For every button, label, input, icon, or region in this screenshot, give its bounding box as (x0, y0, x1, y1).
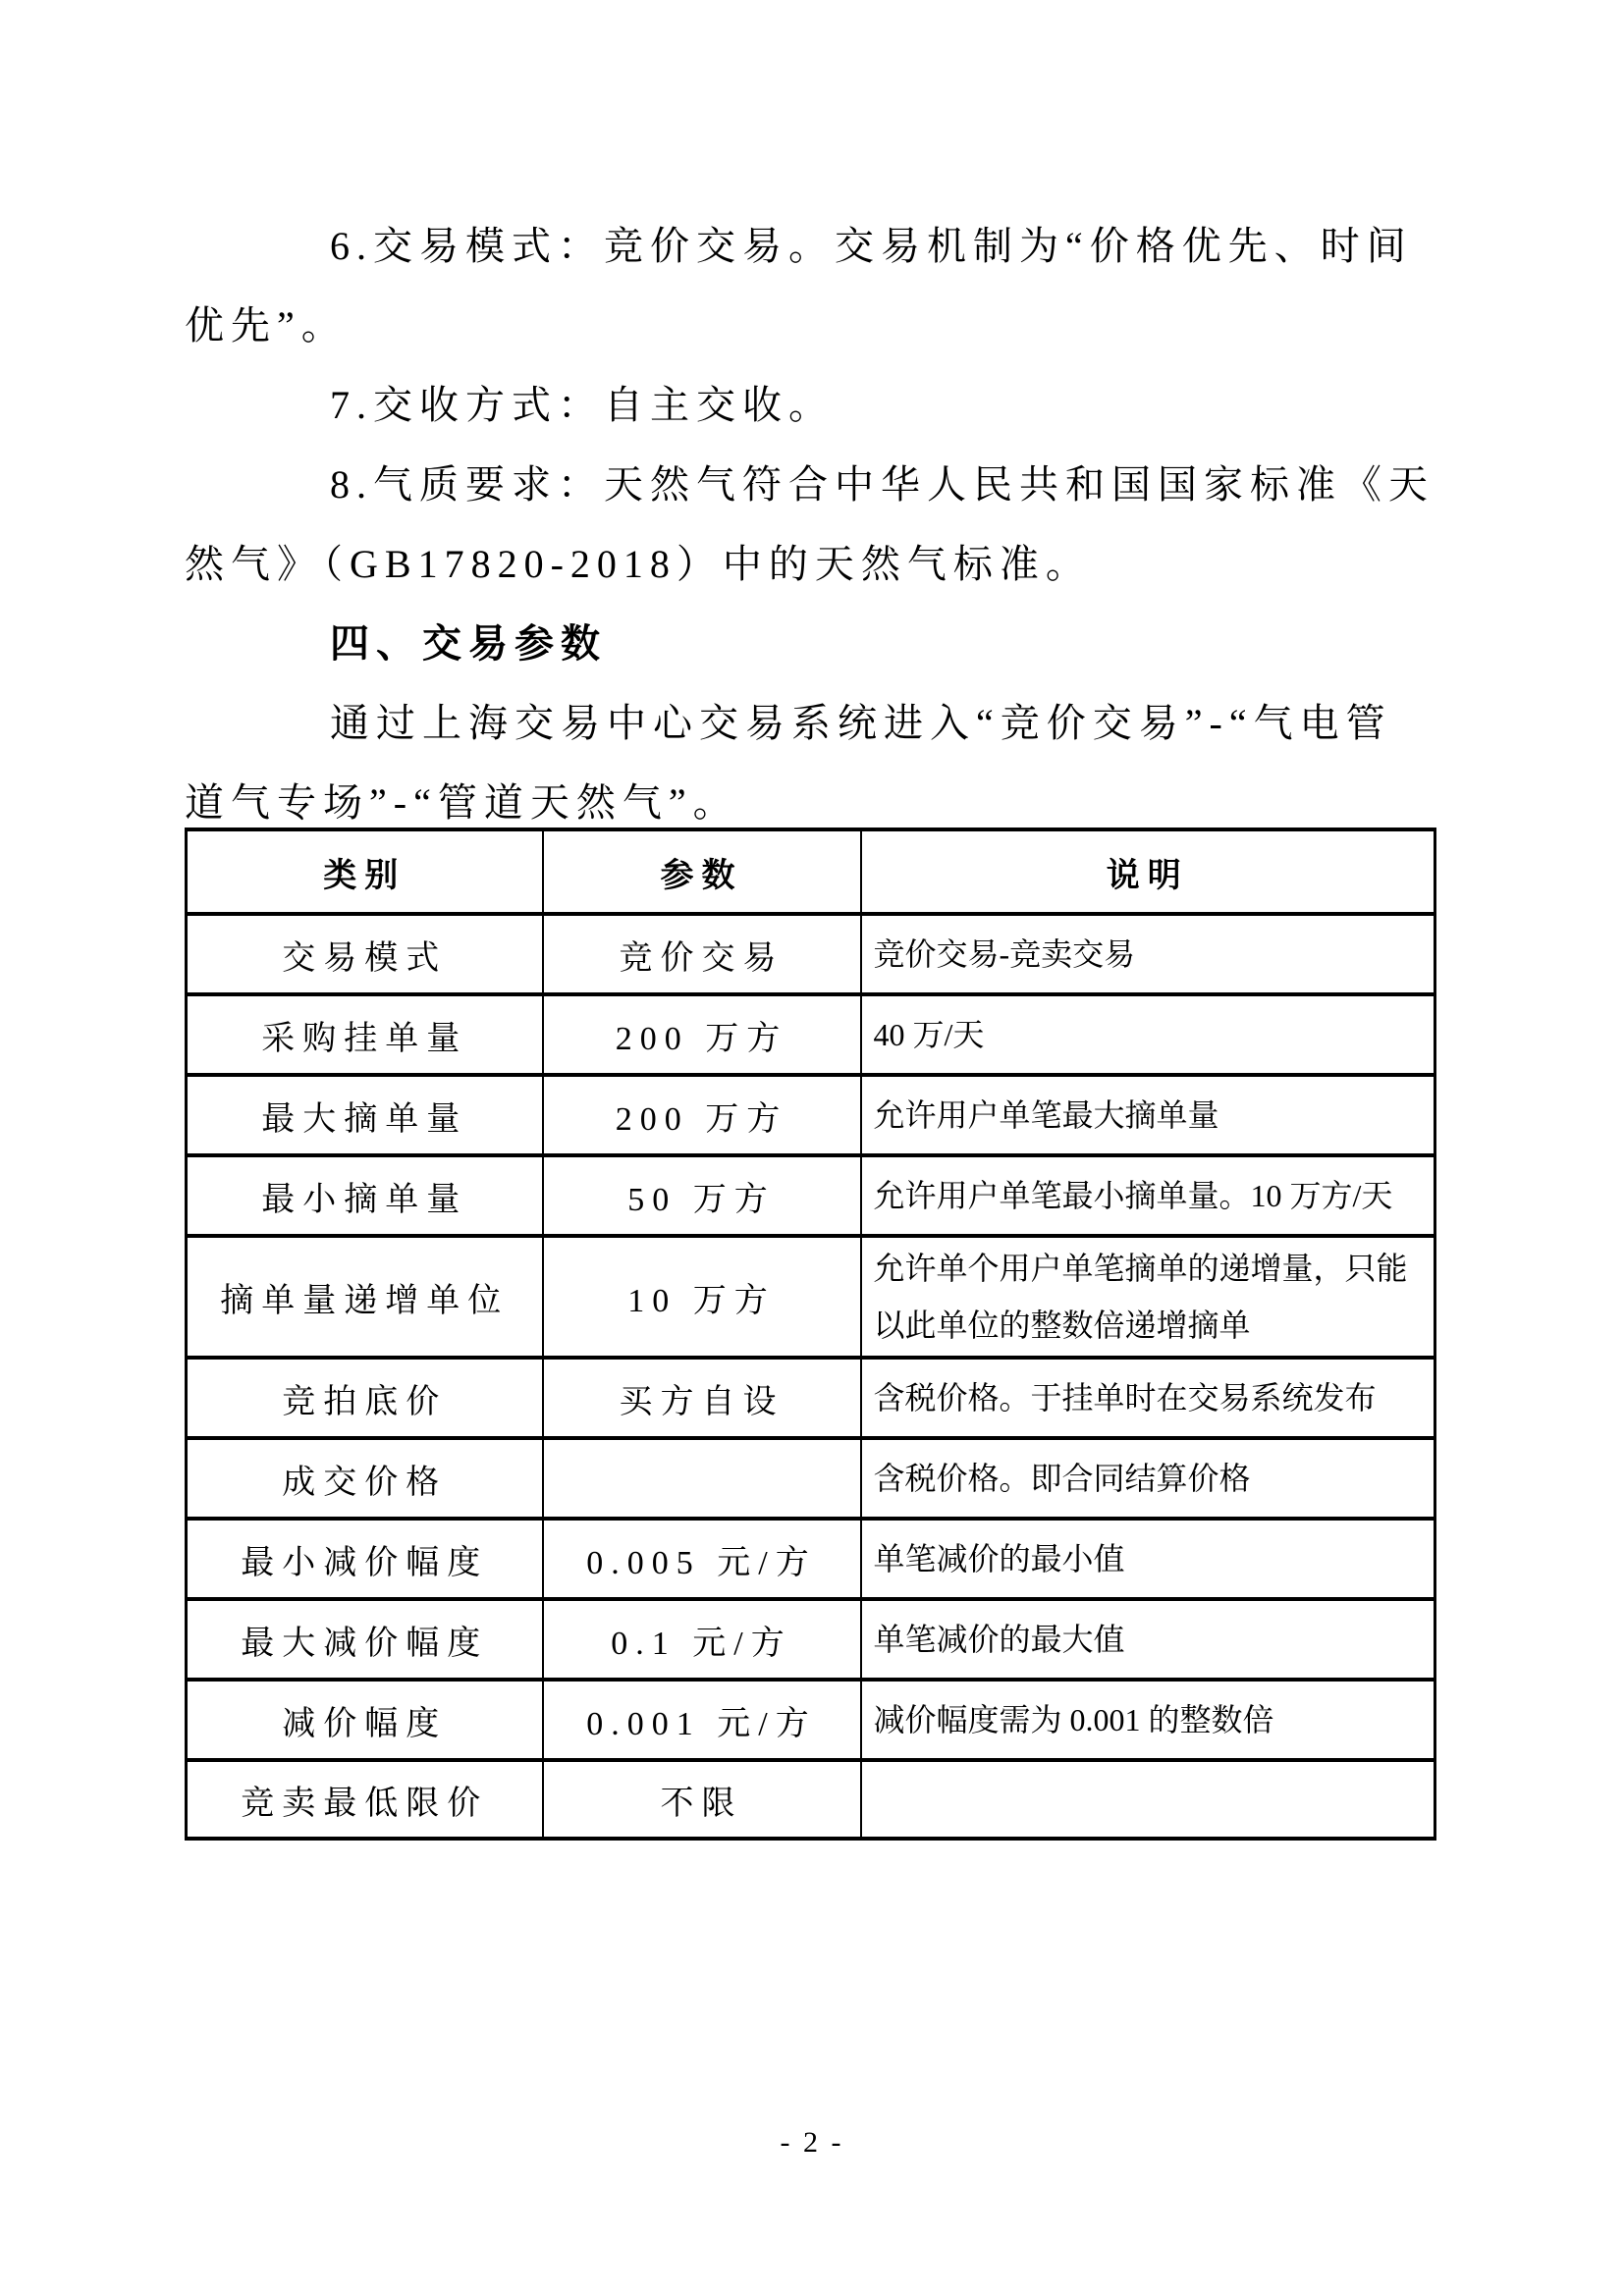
table-row-max-take-volume (187, 1075, 1435, 1155)
cell-parameter: 0.005 元/方 (543, 1519, 861, 1599)
page-number: - 2 - (780, 2126, 844, 2159)
cell-parameter: 0.1 元/方 (543, 1599, 861, 1680)
cell-description (861, 1760, 1435, 1839)
cell-description: 允许用户单笔最大摘单量 (861, 1075, 1435, 1155)
cell-description: 40 万/天 (861, 994, 1435, 1075)
table-row-take-increment-unit (187, 1236, 1435, 1358)
cell-category: 减价幅度 (187, 1680, 543, 1760)
cell-parameter: 0.001 元/方 (543, 1680, 861, 1760)
cell-description: 含税价格。即合同结算价格 (861, 1438, 1435, 1519)
cell-parameter (543, 1438, 861, 1519)
cell-category: 最大减价幅度 (187, 1599, 543, 1680)
table-header-row (187, 829, 1435, 914)
paragraph-line-gas-quality-2: 然气》（GB17820-2018）中的天然气标准。 (185, 542, 1092, 586)
column-header-description: 说明 (861, 829, 1435, 914)
paragraph-line-gas-quality: 8.气质要求：天然气符合中华人民共和国国家标准《天 (330, 462, 1435, 507)
column-header-parameter: 参数 (543, 829, 861, 914)
cell-parameter: 200 万方 (543, 994, 861, 1075)
table-row-deal-price (187, 1438, 1435, 1519)
table-row-auction-floor-price (187, 1358, 1435, 1438)
cell-parameter: 200 万方 (543, 1075, 861, 1155)
cell-category: 采购挂单量 (187, 994, 543, 1075)
cell-parameter: 买方自设 (543, 1358, 861, 1438)
cell-category: 竞拍底价 (187, 1358, 543, 1438)
cell-category: 竞卖最低限价 (187, 1760, 543, 1839)
paragraph-line-system-path: 通过上海交易中心交易系统进入“竞价交易”-“气电管 (330, 701, 1392, 745)
cell-description: 允许单个用户单笔摘单的递增量，只能以此单位的整数倍递增摘单 (861, 1236, 1435, 1358)
cell-description: 允许用户单笔最小摘单量。10 万方/天 (861, 1155, 1435, 1236)
cell-category: 最大摘单量 (187, 1075, 543, 1155)
section-heading-trading-parameters: 四、交易参数 (330, 621, 607, 666)
cell-parameter: 不限 (543, 1760, 861, 1839)
cell-category: 最小摘单量 (187, 1155, 543, 1236)
body-text-block (185, 206, 1441, 842)
cell-category: 摘单量递增单位 (187, 1236, 543, 1358)
paragraph-line-trade-mode: 6.交易模式：竞价交易。交易机制为“价格优先、时间 (330, 224, 1413, 268)
cell-description: 单笔减价的最大值 (861, 1599, 1435, 1680)
cell-category: 成交价格 (187, 1438, 543, 1519)
cell-parameter: 10 万方 (543, 1236, 861, 1358)
trading-parameters-table (185, 828, 1436, 1841)
column-header-category: 类别 (187, 829, 543, 914)
cell-parameter: 50 万方 (543, 1155, 861, 1236)
cell-category: 最小减价幅度 (187, 1519, 543, 1599)
table-row-min-price-reduction (187, 1519, 1435, 1599)
cell-description: 含税价格。于挂单时在交易系统发布 (861, 1358, 1435, 1438)
table-row-min-take-volume (187, 1155, 1435, 1236)
table-row-auction-min-limit-price (187, 1760, 1435, 1839)
cell-description: 减价幅度需为 0.001 的整数倍 (861, 1680, 1435, 1760)
cell-description: 单笔减价的最小值 (861, 1519, 1435, 1599)
cell-category: 交易模式 (187, 914, 543, 994)
cell-description: 竞价交易-竞卖交易 (861, 914, 1435, 994)
cell-parameter: 竞价交易 (543, 914, 861, 994)
paragraph-line-delivery-method: 7.交收方式：自主交收。 (330, 383, 835, 427)
paragraph-line-trade-mode-2: 优先”。 (185, 303, 348, 347)
table-row-purchase-listing-volume (187, 994, 1435, 1075)
paragraph-line-system-path-2: 道气专场”-“管道天然气”。 (185, 780, 739, 825)
table-row-price-reduction-step (187, 1680, 1435, 1760)
table-row-trade-mode (187, 914, 1435, 994)
table-row-max-price-reduction (187, 1599, 1435, 1680)
